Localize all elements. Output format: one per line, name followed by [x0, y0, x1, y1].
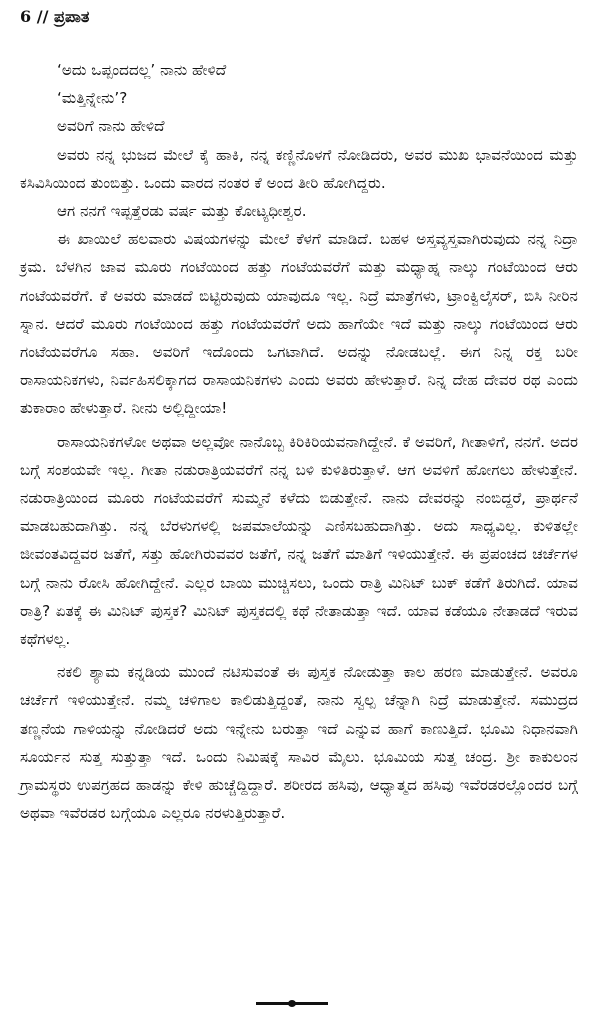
paragraph-shoulder: ಅವರು ನನ್ನ ಭುಜದ ಮೇಲೆ ಕೈ ಹಾಕಿ, ನನ್ನ ಕಣ್ಣಿನೊಳಗೆ ನೋಡಿದರು, ಅವರ ಮುಖ ಭಾವನೆಯಿಂದ ಮತ್ತು ಕಸಿವಿಸಿಯಿಂದ ತುಂಬಿತ್ತು. ಒಂದು ವಾರದ ನಂತರ ಕೆ ಅಂದ ತೀರಿ ಹೋಗಿದ್ದರು. [20, 145, 578, 192]
header-separator: // [36, 7, 49, 26]
ornament-dot [288, 1000, 296, 1007]
paragraph-illness: ಈ ಖಾಯಿಲೆ ಹಲವಾರು ವಿಷಯಗಳನ್ನು ಮೇಲೆ ಕೆಳಗೆ ಮಾಡಿದೆ. ಬಹಳ ಅಸ್ತವ್ಯಸ್ತವಾಗಿರುವುದು ನನ್ನ ನಿದ್ರಾ ಕ್ರಮ. ಬೆಳಗಿನ ಜಾವ ಮೂರು ಗಂಟೆಯಿಂದ ಹತ್ತು ಗಂಟೆಯವರೆಗೆ ಮತ್ತು ಮಧ್ಯಾಹ್ನ ನಾಲ್ಕು ಗಂಟೆಯಿಂದ ಆರು ಗಂಟೆಯವರೆಗೆ. ಕೆ ಅವರು ಮಾಡದೆ ಬಿಟ್ಟಿರುವುದು ಯಾವುದೂ ಇಲ್ಲ. ನಿದ್ರೆ ಮಾತ್ರೆಗಳು, ಟ್ರಾಂಕ್ವಿಲೈಸರ್, ಬಿಸಿ ನೀರಿನ ಸ್ನಾನ. ಆದರೆ ಮೂರು ಗಂಟೆಯಿಂದ ಹತ್ತು ಗಂಟೆಯವರೆಗೆ ಅದು ಹಾಗೆಯೇ ಇದೆ ಮತ್ತು ನಾಲ್ಕು ಗಂಟೆಯಿಂದ ಆರು ಗಂಟೆಯವರೆಗೂ ಸಹಾ. ಅವರಿಗೆ ಇದೊಂದು ಒಗಟಾಗಿದೆ. ಅದನ್ನು ನೋಡಬಲ್ಲೆ. ಈಗ ನಿನ್ನ ರಕ್ತ ಬರೀ ರಾಸಾಯನಿಕಗಳು, ನಿರ್ವಹಿಸಲಿಕ್ಕಾಗದ ರಾಸಾಯನಿಕಗಳು ಎಂದು ಅವರು ಹೇಳುತ್ತಾರೆ. ನಿನ್ನ ದೇಹ ದೇವರ ರಥ ಎಂದು ತುಕಾರಾಂ ಹೇಳುತ್ತಾರೆ. ನೀನು ಅಲ್ಲಿದ್ದೀಯಾ! [20, 230, 578, 418]
paragraph-age: ಆಗ ನನಗೆ ಇಪ್ಪತ್ತೆರಡು ವರ್ಷ ಮತ್ತು ಕೋಟ್ಯಧೀಶ್ವರ. [57, 202, 307, 221]
paragraph-dialogue-1: ‘ಅದು ಒಪ್ಪಂದದಲ್ಲ’ ನಾನು ಹೇಳಿದೆ [57, 61, 227, 79]
end-ornament [256, 1000, 328, 1008]
running-head [20, 6, 578, 28]
paragraph-chemicals: ರಾಸಾಯನಿಕಗಳೋ ಅಥವಾ ಅಲ್ಲವೋ ನಾನೊಬ್ಬ ಕಿರಿಕಿರಿಯವನಾಗಿದ್ದೇನೆ. ಕೆ ಅವರಿಗೆ, ಗೀತಾಳಿಗೆ, ನನಗೆ. ಅದರ ಬಗ್ಗೆ ಸಂಶಯವೇ ಇಲ್ಲ. ಗೀತಾ ನಡುರಾತ್ರಿಯವರೆಗೆ ನನ್ನ ಬಳಿ ಕುಳಿತಿರುತ್ತಾಳೆ. ಆಗ ಅವಳಿಗೆ ಹೋಗಲು ಹೇಳುತ್ತೇನೆ. ನಡುರಾತ್ರಿಯಿಂದ ಮೂರು ಗಂಟೆಯವರೆಗೆ ಸುಮ್ಮನೆ ಕಳೆದು ಬಿಡುತ್ತೇನೆ. ನಾನು ದೇವರನ್ನು ನಂಬಿದ್ದರೆ, ಪ್ರಾರ್ಥನೆ ಮಾಡಬಹುದಾಗಿತ್ತು. ನನ್ನ ಬೆರಳುಗಳಲ್ಲಿ ಜಪಮಾಲೆಯನ್ನು ಎಣಿಸಬಹುದಾಗಿತ್ತು. ಅದು ಸಾಧ್ಯವಿಲ್ಲ. ಕುಳಿತಲ್ಲೇ ಜೀವಂತವಿದ್ದವರ ಜತೆಗೆ, ಸತ್ತು ಹೋಗಿರುವವರ ಜತೆಗೆ, ನನ್ನ ಜತೆಗೆ ಮಾತಿಗೆ ಇಳಿಯುತ್ತೇನೆ. ಈ ಪ್ರಪಂಚದ ಚರ್ಚೆಗಳ ಬಗ್ಗೆ ನಾನು ರೋಸಿ ಹೋಗಿದ್ದೇನೆ. ಎಲ್ಲರ ಬಾಯಿ ಮುಚ್ಚಿಸಲು, ಒಂದು ರಾತ್ರಿ ಮಿನಿಟ್ ಬುಕ್ ಕಡೆಗೆ ತಿರುಗಿದೆ. ಯಾವ ರಾತ್ರಿ? ಏತಕ್ಕೆ ಈ ಮಿನಿಟ್ ಪುಸ್ತಕ? ಮಿನಿಟ್ ಪುಸ್ತಕದಲ್ಲಿ ಕಥೆ ನೇತಾಡುತ್ತಾ ಇದೆ. ಯಾವ ಕಡೆಯೂ ನೇತಾಡದೆ ಇರುವ ಕಥೆಗಳಲ್ಲ. [20, 432, 578, 649]
book-title: ಪ್ರಪಾತ [53, 7, 90, 26]
paragraph-dialogue-3: ಅವರಿಗೆ ನಾನು ಹೇಳಿದೆ [57, 117, 165, 136]
body-text [20, 56, 578, 827]
paragraph-mirror: ನಕಲಿ ಶ್ಯಾಮ ಕನ್ನಡಿಯ ಮುಂದೆ ನಟಿಸುವಂತೆ ಈ ಪುಸ್ತಕ ನೋಡುತ್ತಾ ಕಾಲ ಹರಣ ಮಾಡುತ್ತೇನೆ. ಅವರೂ ಚರ್ಚೆಗೆ ಇಳಿಯುತ್ತೇನೆ. ನಮ್ಮ ಚಳಿಗಾಲ ಕಾಲಿಡುತ್ತಿದ್ದಂತೆ, ನಾನು ಸ್ವಲ್ಪ ಚೆನ್ನಾಗಿ ನಿದ್ರೆ ಮಾಡುತ್ತೇನೆ. ಸಮುದ್ರದ ತಣ್ಣನೆಯ ಗಾಳಿಯನ್ನು ನೋಡಿದರೆ ಅದು ಇನ್ನೇನು ಬರುತ್ತಾ ಇದೆ ಎನ್ನುವ ಹಾಗೆ ಕಾಣುತ್ತಿದೆ. ಭೂಮಿ ನಿಧಾನವಾಗಿ ಸೂರ್ಯನ ಸುತ್ತ ಸುತ್ತುತ್ತಾ ಇದೆ. ಒಂದು ನಿಮಿಷಕ್ಕೆ ಸಾವಿರ ಮೈಲು. ಭೂಮಿಯ ಸುತ್ತ ಚಂದ್ರ. ಶ್ರೀ ಕಾಕುಲಂನ ಗ್ರಾಮಸ್ಥರು ಉಪಗ್ರಹದ ಹಾಡನ್ನು ಕೇಳಿ ಹುಚ್ಚೆದ್ದಿದ್ದಾರೆ. ಶರೀರದ ಹಸಿವು, ಆಧ್ಯಾತ್ಮದ ಹಸಿವು ಇವೆರಡರಲ್ಲೊಂದರ ಬಗ್ಗೆ ಅಥವಾ ಇವೆರಡರ ಬಗ್ಗೆಯೂ ಎಲ್ಲರೂ ನರಳುತ್ತಿರುತ್ತಾರೆ. [20, 663, 578, 823]
page-number: 6 [20, 7, 32, 26]
paragraph-dialogue-2: ‘ಮತ್ತಿನ್ನೇನು’? [57, 89, 128, 108]
